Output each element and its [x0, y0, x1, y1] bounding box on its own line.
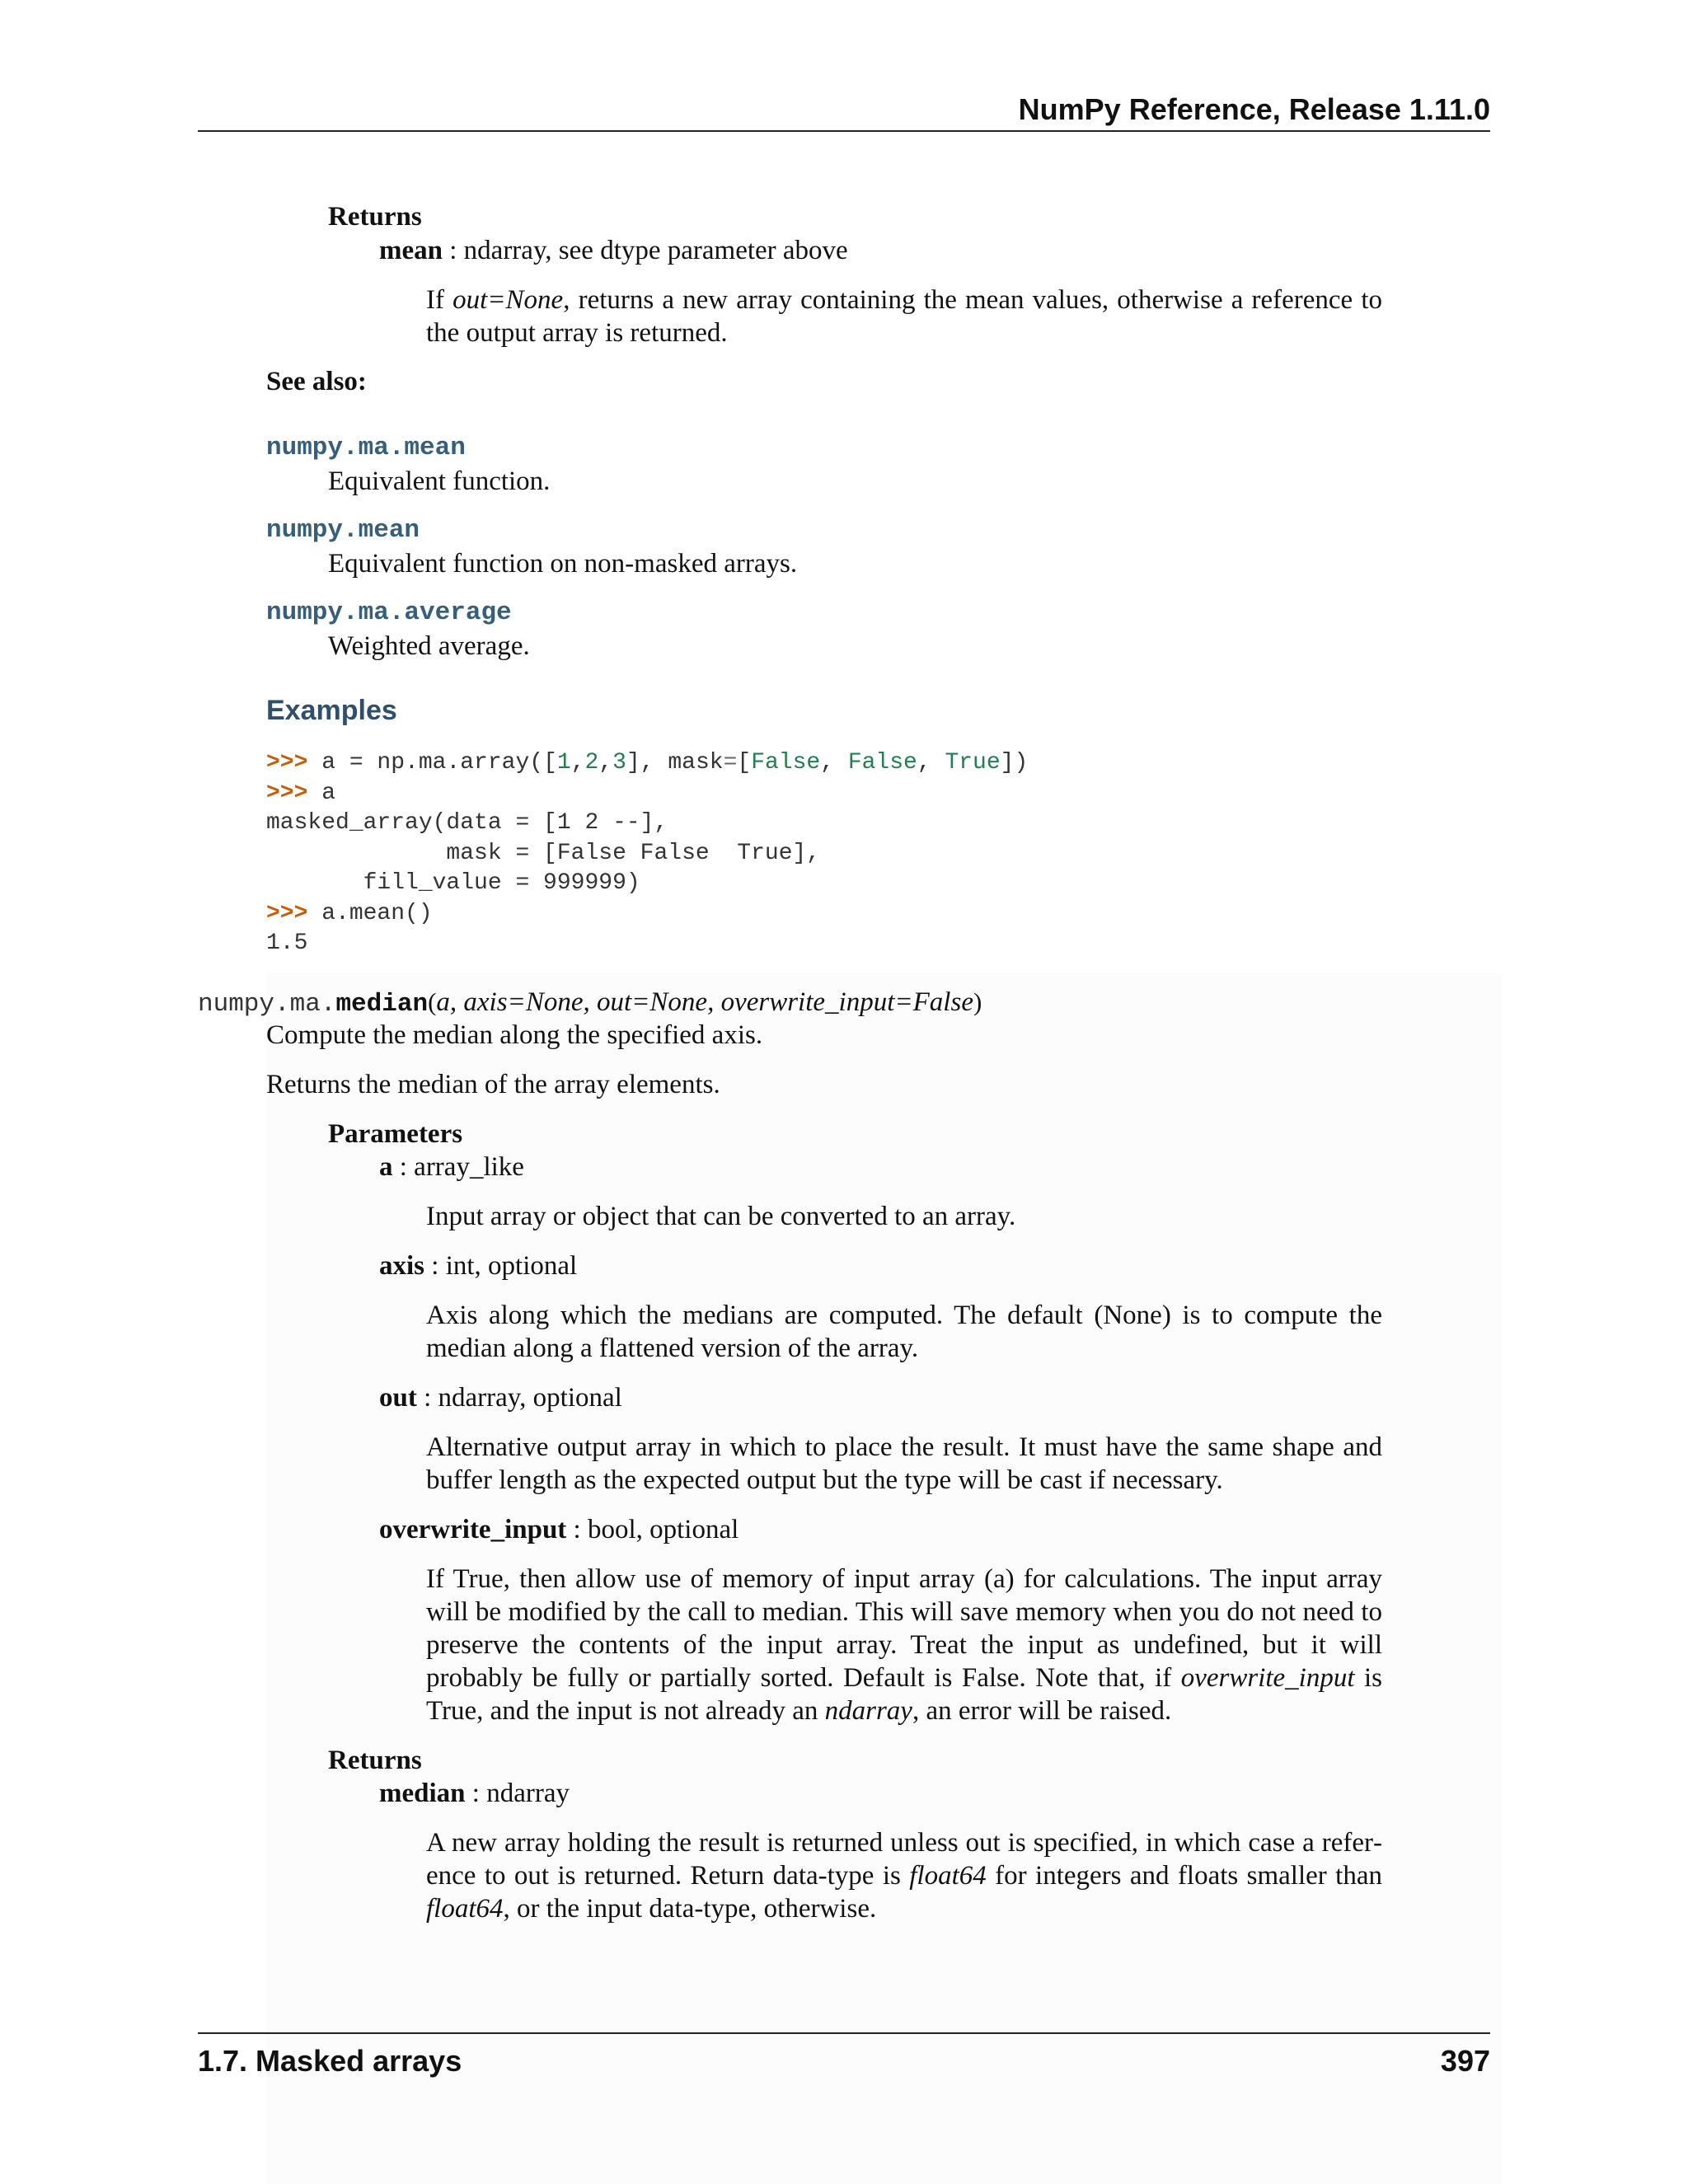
param-desc-text: is True, and the input is not already an [426, 1663, 1382, 1726]
param-description [426, 1563, 1382, 1727]
code-line: fill_value = 999999) [266, 870, 640, 896]
parameters-label: Parameters [328, 1119, 463, 1149]
see-also-label: See also: [266, 367, 367, 396]
return-name: mean [379, 236, 443, 265]
code-text: a [307, 780, 336, 806]
page-number: 397 [1440, 2044, 1490, 2078]
see-also-desc: Weighted average. [328, 631, 530, 661]
param-description: Alternative output array in which to place the result. It must have the same shape and buffer length as the expected output but the type will be cast if necessary. [426, 1432, 1382, 1495]
code-line: masked_array(data = [1 2 --], [266, 810, 668, 836]
signature-prefix: numpy.ma. [198, 990, 336, 1019]
code-prompt: >>> [266, 750, 308, 776]
signature-close-paren: ) [973, 987, 982, 1016]
code-number: 2 [584, 750, 599, 776]
code-text: , [598, 750, 613, 776]
function-signature [198, 986, 982, 1021]
param-name: overwrite_input [379, 1515, 567, 1544]
code-text: ]) [1000, 750, 1029, 776]
code-prompt: >>> [266, 780, 308, 806]
return-desc-rest: , returns a new array containing the mean values, otherwise a reference to the output array is returned. [426, 285, 1382, 348]
see-also-link-ma-mean[interactable]: numpy.ma.mean [266, 434, 466, 462]
param-desc-text: If True, then allow use of memory of input array (a) for calculations. The input array will be modified by the call to median. This will save memory when you do not need to preserve the contents of the input array. Treat the input as undefined, but it will probably be fully or partially sorted. Default is False. Note that, if [426, 1564, 1382, 1693]
function-summary: Compute the median along the specified axis. [266, 1020, 763, 1050]
return-description [426, 1826, 1382, 1925]
return-desc-emphasis: float64 [909, 1861, 987, 1891]
return-desc-text: , or the input data-type, otherwise. [503, 1894, 877, 1924]
code-keyword: True [945, 750, 1001, 776]
return-description [426, 284, 1382, 349]
return-desc-emphasis: float64 [426, 1894, 504, 1924]
param-description: Axis along which the medians are computed. The default (None) is to compute the median along a flattened version of the array. [426, 1301, 1382, 1363]
code-keyword: False [751, 750, 821, 776]
footer-section-title: 1.7. Masked arrays [198, 2044, 462, 2078]
code-text: a = np.ma.array([ [307, 750, 557, 776]
code-text: , [917, 750, 945, 776]
code-number: 3 [612, 750, 626, 776]
see-also-desc: Equivalent function on non-masked arrays. [328, 549, 798, 579]
code-operator: = [723, 750, 738, 776]
code-line: 1.5 [266, 930, 308, 956]
param-desc-emphasis: overwrite_input [1180, 1663, 1355, 1693]
return-name: median [379, 1779, 466, 1808]
return-desc-code: out=None [452, 285, 564, 315]
return-desc-text: for integers and floats smaller than [986, 1861, 1382, 1891]
param-out: out : ndarray, optional [379, 1383, 622, 1413]
signature-name: median [335, 990, 429, 1019]
signature-open-paren: ( [428, 987, 437, 1016]
page-header-title: NumPy Reference, Release 1.11.0 [1018, 92, 1490, 126]
param-type: bool, optional [587, 1515, 739, 1544]
code-line [266, 748, 1028, 779]
code-text: , [570, 750, 585, 776]
param-desc-text: , an error will be raised. [912, 1696, 1172, 1726]
param-overwrite-input: overwrite_input : bool, optional [379, 1515, 739, 1544]
return-field: median : ndarray [379, 1779, 570, 1808]
param-name: out [379, 1383, 417, 1413]
see-also-link-mean[interactable]: numpy.mean [266, 516, 420, 545]
param-description: Input array or object that can be converted to an array. [426, 1202, 1016, 1231]
param-type: ndarray, optional [438, 1383, 622, 1413]
see-also-link-ma-average[interactable]: numpy.ma.average [266, 598, 512, 627]
param-desc-emphasis: ndarray [824, 1696, 912, 1726]
param-axis: axis : int, optional [379, 1251, 578, 1281]
function-summary-2: Returns the median of the array elements. [266, 1070, 720, 1099]
code-example [266, 748, 1028, 959]
code-line: mask = [False False True], [266, 840, 821, 866]
footer-rule [198, 2032, 1490, 2034]
code-keyword: False [847, 750, 917, 776]
code-prompt: >>> [266, 900, 308, 926]
return-desc-prefix: If [426, 285, 453, 315]
header-rule [198, 130, 1490, 132]
code-line [266, 899, 1028, 930]
param-name: a [379, 1152, 393, 1182]
signature-params: a, axis=None, out=None, overwrite_input=False [436, 987, 973, 1017]
return-desc-text: A new array holding the result is returned unless out is specified, in which case a reference to out is returned. Return data-type is [426, 1828, 1382, 1891]
param-type: array_like [414, 1152, 524, 1182]
code-text: , [820, 750, 848, 776]
returns-label: Returns [328, 1746, 422, 1775]
code-text: a.mean() [307, 900, 433, 926]
param-type: int, optional [445, 1251, 578, 1281]
return-field [379, 234, 848, 267]
examples-heading: Examples [266, 695, 397, 726]
param-a: a : array_like [379, 1152, 524, 1182]
code-text: [ [737, 750, 752, 776]
code-line [266, 779, 1028, 809]
return-type: ndarray [486, 1779, 570, 1808]
code-text: ], mask [626, 750, 724, 776]
code-number: 1 [556, 750, 571, 776]
return-sep: : [443, 236, 464, 265]
return-type: ndarray, see dtype parameter above [463, 236, 848, 265]
returns-label: Returns [328, 202, 422, 232]
see-also-desc: Equivalent function. [328, 466, 551, 496]
param-name: axis [379, 1251, 425, 1281]
